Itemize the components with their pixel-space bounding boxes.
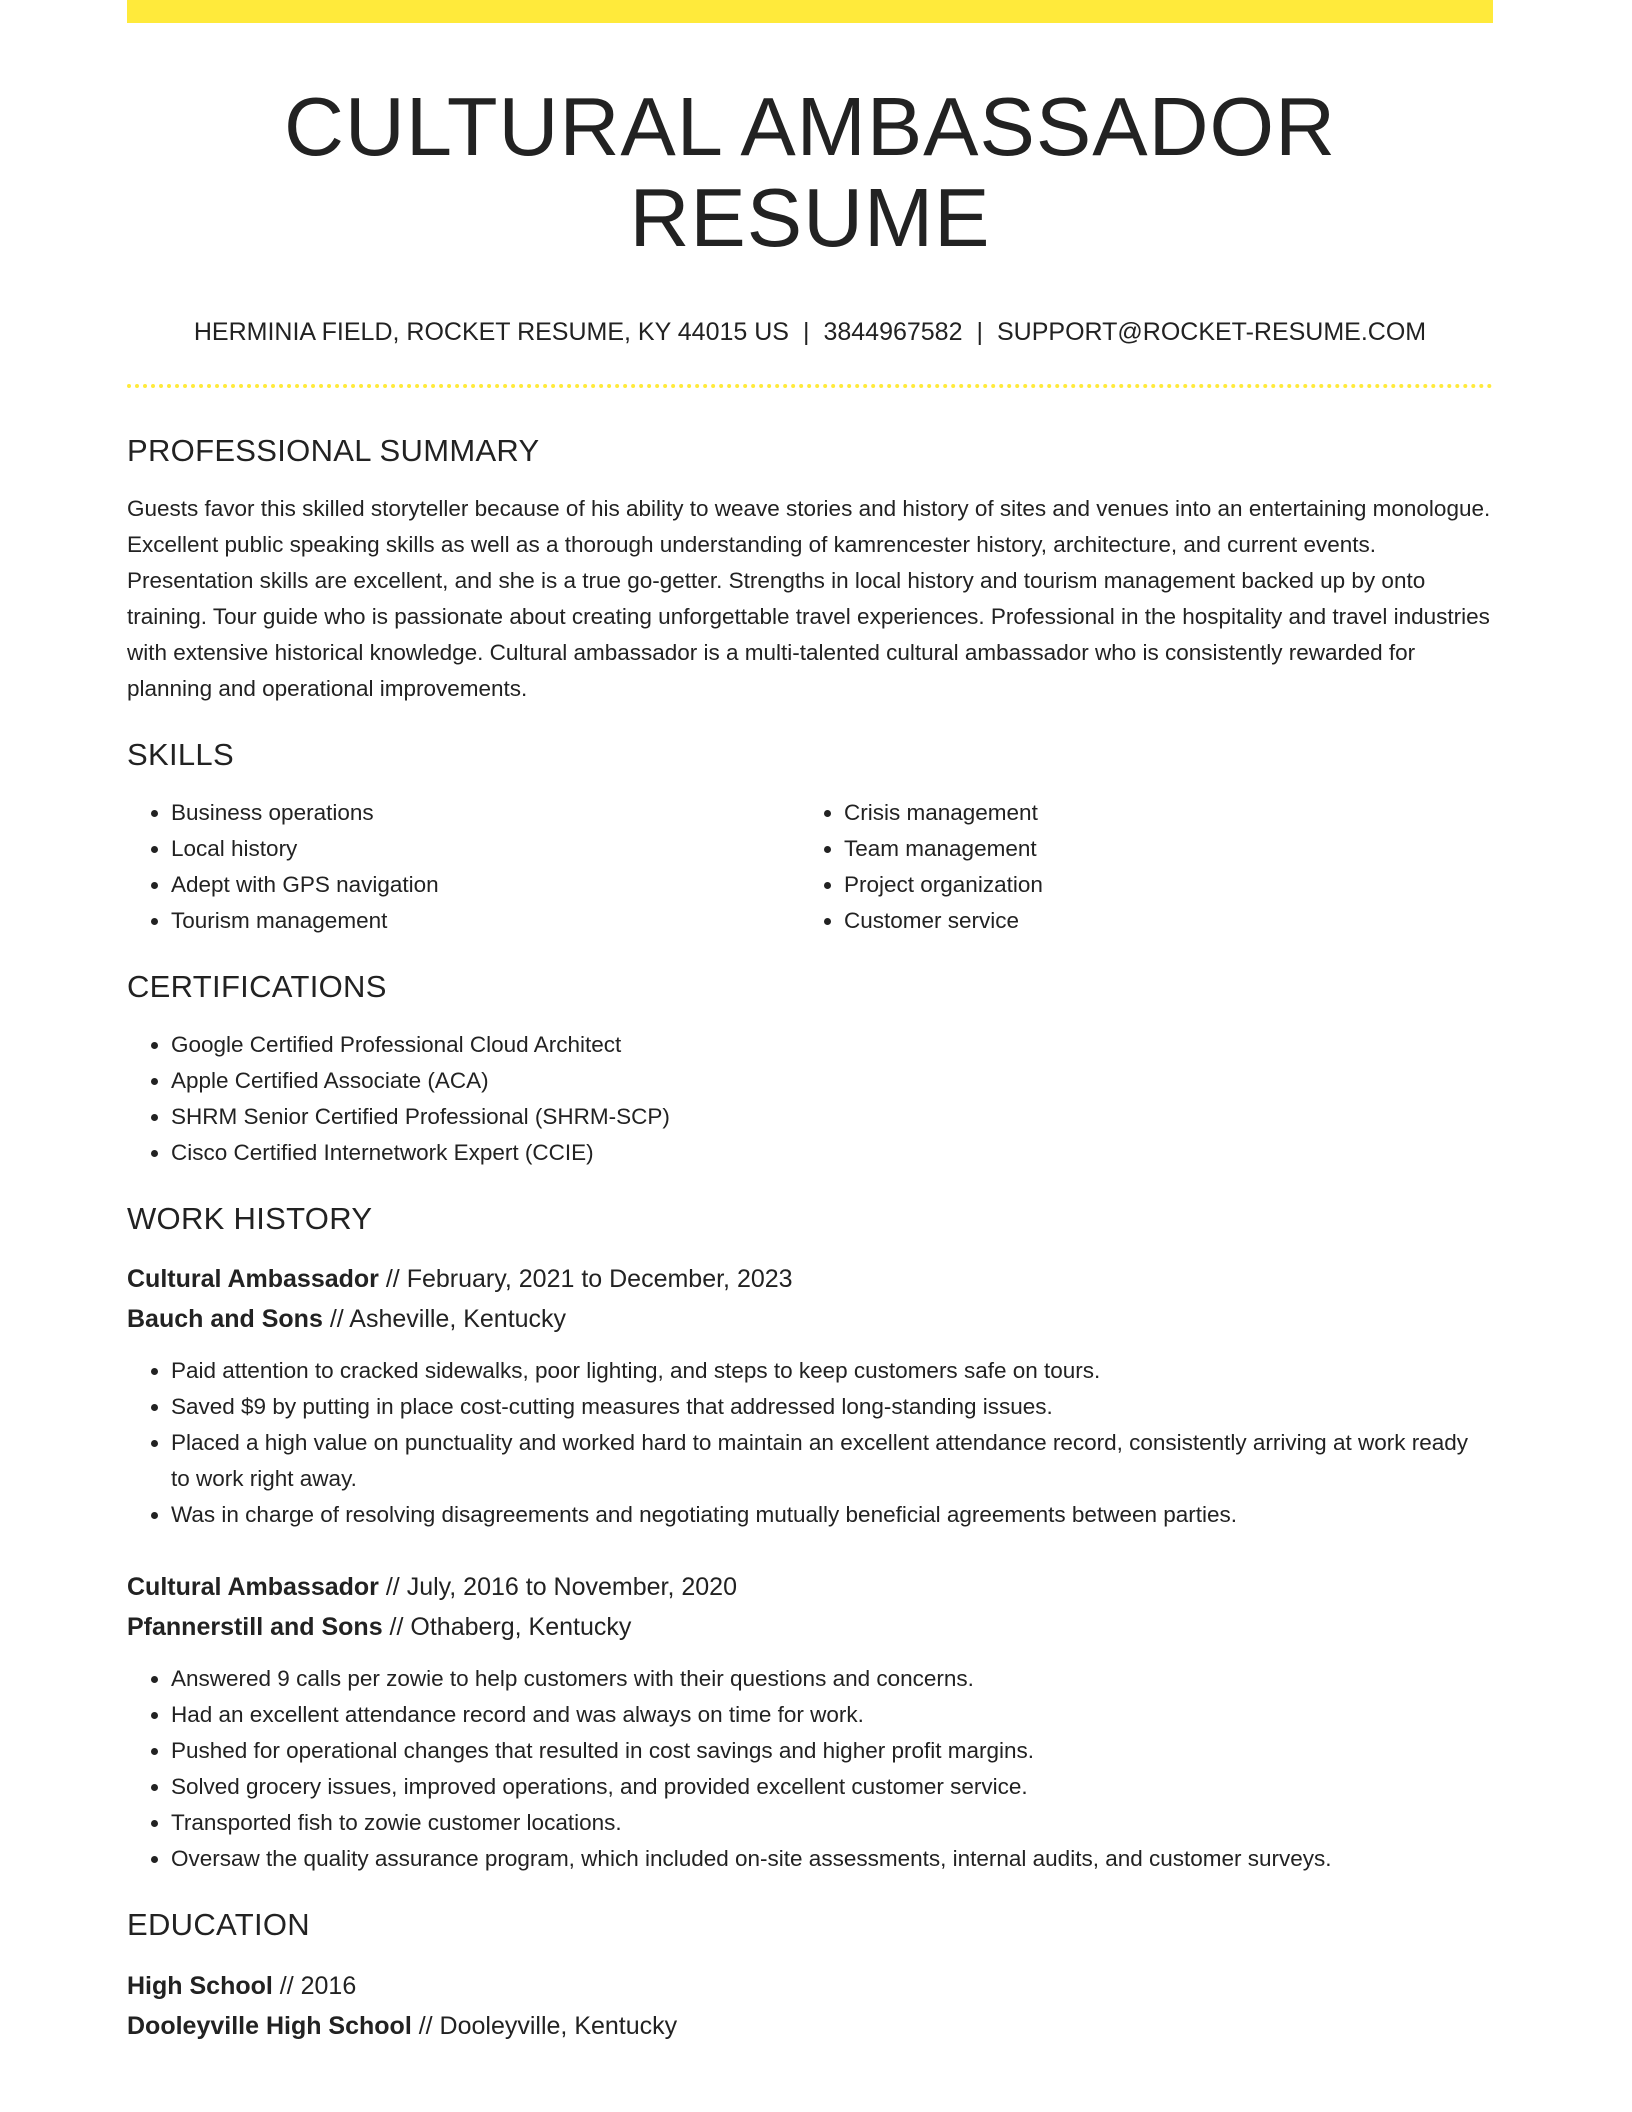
skill-item: • Local history	[171, 831, 800, 867]
contact-phone: 3844967582	[823, 317, 963, 346]
job-bullet: • Pushed for operational changes that resulted in cost savings and higher profit margins.	[171, 1733, 1493, 1769]
job-title-line	[127, 1259, 1493, 1299]
job-bullet: • Answered 9 calls per zowie to help customers with their questions and concerns.	[171, 1661, 1493, 1697]
job-bullet: • Had an excellent attendance record and was always on time for work.	[171, 1697, 1493, 1733]
skills-heading: SKILLS	[127, 736, 234, 772]
work-history-heading: WORK HISTORY	[127, 1201, 373, 1237]
education-heading: EDUCATION	[127, 1907, 310, 1943]
education-entry	[127, 1966, 1493, 2046]
contact-separator: |	[976, 317, 983, 346]
dotted-divider	[127, 384, 1493, 388]
job-bullet: • Paid attention to cracked sidewalks, poor lighting, and steps to keep customers safe on tours.	[171, 1353, 1493, 1389]
accent-top-bar	[127, 0, 1493, 23]
skill-item: • Customer service	[844, 903, 1473, 939]
skill-item: • Adept with GPS navigation	[171, 867, 800, 903]
contact-separator: |	[802, 317, 810, 346]
contact-email: SUPPORT@ROCKET-RESUME.COM	[997, 317, 1427, 346]
job-entry	[127, 1567, 1493, 1877]
skill-item: • Crisis management	[844, 795, 1473, 831]
job-location: // Othaberg, Kentucky	[382, 1613, 632, 1642]
contact-address: HERMINIA FIELD, ROCKET RESUME, KY 44015 US	[193, 317, 789, 346]
job-title: Cultural Ambassador	[127, 1265, 379, 1294]
skills-list-right	[800, 795, 1473, 939]
job-bullet: • Saved $9 by putting in place cost-cutting measures that addressed long-standing issues.	[171, 1389, 1493, 1425]
certification-item: • Apple Certified Associate (ACA)	[171, 1063, 1493, 1099]
job-bullet: • Transported fish to zowie customer locations.	[171, 1805, 1493, 1841]
education-degree: High School	[127, 1971, 273, 2000]
certifications-heading: CERTIFICATIONS	[127, 968, 387, 1004]
certification-item: • SHRM Senior Certified Professional (SHRM-SCP)	[171, 1099, 1493, 1135]
summary-text: Guests favor this skilled storyteller because of his ability to weave stories and history of sites and venues into an entertaining monologue. Excellent public speaking skills as well as a thorough understanding of kamrencester history, architecture, and current events. Presentation skills are excellent, and she is a true go-getter. Strengths in local history and tourism management backed up by onto training. Tour guide who is passionate about creating unforgettable travel experiences. Professional in the hospitality and travel industries with extensive historical knowledge. Cultural ambassador is a multi-talented cultural ambassador who is consistently rewarded for planning and operational improvements.	[127, 495, 1491, 701]
job-bullet: • Was in charge of resolving disagreements and negotiating mutually beneficial agreements between parties.	[171, 1497, 1493, 1533]
job-bullets	[127, 1661, 1493, 1877]
job-location: // Asheville, Kentucky	[322, 1305, 567, 1334]
summary-heading: PROFESSIONAL SUMMARY	[127, 432, 540, 468]
job-company-line	[127, 1607, 1493, 1647]
skill-item: • Tourism management	[171, 903, 800, 939]
certifications-list	[127, 1027, 1493, 1171]
job-bullet: • Oversaw the quality assurance program, which included on-site assessments, internal audits, and customer surveys.	[171, 1841, 1493, 1877]
job-bullet: • Solved grocery issues, improved operations, and provided excellent customer service.	[171, 1769, 1493, 1805]
education-degree-line	[127, 1966, 1493, 2006]
skill-item: • Business operations	[171, 795, 800, 831]
skill-item: • Project organization	[844, 867, 1473, 903]
job-dates: // February, 2021 to December, 2023	[378, 1265, 793, 1294]
education-year: // 2016	[272, 1971, 357, 2000]
job-company: Pfannerstill and Sons	[127, 1613, 383, 1642]
job-dates: // July, 2016 to November, 2020	[378, 1573, 737, 1602]
job-title-line	[127, 1567, 1493, 1607]
skill-item: • Team management	[844, 831, 1473, 867]
job-bullet: • Placed a high value on punctuality and worked hard to maintain an excellent attendance record, consistently arriving at work ready to work right away.	[171, 1425, 1493, 1497]
job-title: Cultural Ambassador	[127, 1573, 379, 1602]
education-location: // Dooleyville, Kentucky	[411, 2011, 678, 2040]
job-company-line	[127, 1299, 1493, 1339]
contact-line	[127, 317, 1493, 347]
education-school: Dooleyville High School	[127, 2011, 412, 2040]
job-entry	[127, 1259, 1493, 1533]
education-school-line	[127, 2006, 1493, 2046]
certification-item: • Google Certified Professional Cloud Architect	[171, 1027, 1493, 1063]
skills-list-left	[127, 795, 800, 939]
certification-item: • Cisco Certified Internetwork Expert (CCIE)	[171, 1135, 1493, 1171]
resume-title: CULTURAL AMBASSADOR RESUME	[283, 80, 1337, 265]
job-bullets	[127, 1353, 1493, 1533]
skills-grid	[127, 795, 1493, 939]
job-company: Bauch and Sons	[127, 1305, 323, 1334]
resume-page	[127, 0, 1493, 2046]
